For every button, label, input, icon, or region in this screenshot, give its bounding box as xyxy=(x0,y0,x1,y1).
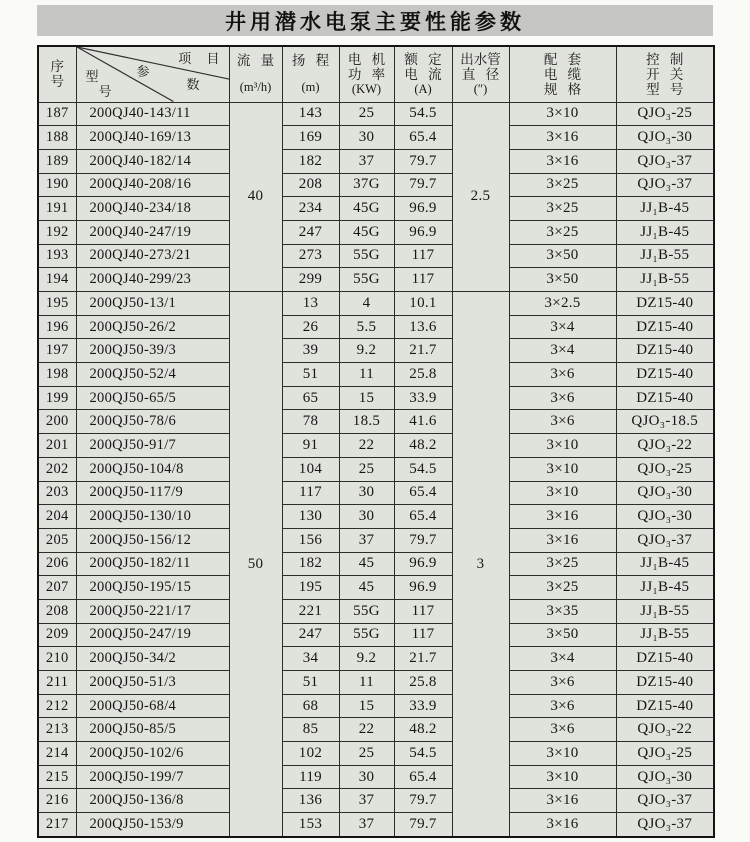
cell-rated-current: 79.7 xyxy=(394,149,452,173)
cell-control-switch: QJO₃-37 xyxy=(616,528,714,552)
header-switch xyxy=(616,46,714,102)
header-outlet xyxy=(452,46,509,102)
cell-cable-spec: 3×16 xyxy=(509,813,616,837)
cell-motor-power: 22 xyxy=(339,718,394,742)
cell-model: 200QJ50-199/7 xyxy=(76,765,229,789)
cell-rated-current: 79.7 xyxy=(394,528,452,552)
header-flow-unit: (m³/h) xyxy=(239,80,272,95)
cell-motor-power: 25 xyxy=(339,102,394,126)
cell-head: 65 xyxy=(282,386,339,410)
table-row xyxy=(38,528,714,552)
cell-serial-no: 193 xyxy=(38,244,76,268)
cell-head: 51 xyxy=(282,671,339,695)
cell-motor-power: 11 xyxy=(339,363,394,387)
cell-model: 200QJ50-153/9 xyxy=(76,813,229,837)
cell-model: 200QJ40-182/14 xyxy=(76,149,229,173)
header-model-char2: 号 xyxy=(98,84,112,99)
cell-control-switch: QJO₃-25 xyxy=(616,742,714,766)
cell-serial-no: 211 xyxy=(38,671,76,695)
cell-motor-power: 30 xyxy=(339,126,394,150)
cell-head: 208 xyxy=(282,173,339,197)
cell-motor-power: 22 xyxy=(339,434,394,458)
cell-serial-no: 216 xyxy=(38,789,76,813)
cell-rated-current: 48.2 xyxy=(394,434,452,458)
header-current xyxy=(394,46,452,102)
cell-serial-no: 215 xyxy=(38,765,76,789)
cell-control-switch: QJO₃-37 xyxy=(616,149,714,173)
table-row xyxy=(38,552,714,576)
header-item-label: 项 目 xyxy=(178,51,220,66)
cell-model: 200QJ50-136/8 xyxy=(76,789,229,813)
cell-serial-no: 208 xyxy=(38,599,76,623)
cell-control-switch: QJO₃-37 xyxy=(616,789,714,813)
cell-motor-power: 11 xyxy=(339,671,394,695)
cell-cable-spec: 3×10 xyxy=(509,481,616,505)
cell-model: 200QJ50-104/8 xyxy=(76,457,229,481)
header-power xyxy=(339,46,394,102)
cell-head: 26 xyxy=(282,315,339,339)
cell-control-switch: QJO₃-37 xyxy=(616,813,714,837)
performance-table xyxy=(37,45,715,838)
cell-motor-power: 45 xyxy=(339,576,394,600)
cell-rated-current: 54.5 xyxy=(394,742,452,766)
cell-motor-power: 37 xyxy=(339,789,394,813)
cell-motor-power: 15 xyxy=(339,694,394,718)
cell-head: 34 xyxy=(282,647,339,671)
cell-model: 200QJ50-39/3 xyxy=(76,339,229,363)
cell-rated-current: 117 xyxy=(394,268,452,292)
cell-cable-spec: 3×16 xyxy=(509,126,616,150)
cell-head: 130 xyxy=(282,505,339,529)
table-row xyxy=(38,173,714,197)
cell-head: 91 xyxy=(282,434,339,458)
cell-control-switch: QJO₃-37 xyxy=(616,173,714,197)
cell-motor-power: 4 xyxy=(339,292,394,316)
table-row xyxy=(38,220,714,244)
table-row xyxy=(38,149,714,173)
cell-control-switch: JJ₁B-55 xyxy=(616,599,714,623)
header-outlet-line1: 出水管 xyxy=(460,51,501,67)
cell-serial-no: 198 xyxy=(38,363,76,387)
cell-cable-spec: 3×6 xyxy=(509,410,616,434)
cell-cable-spec: 3×10 xyxy=(509,742,616,766)
cell-rated-current: 25.8 xyxy=(394,671,452,695)
header-current-unit: (A) xyxy=(414,81,432,96)
cell-motor-power: 37 xyxy=(339,813,394,837)
cell-head: 104 xyxy=(282,457,339,481)
table-row xyxy=(38,576,714,600)
header-current-line1: 额 定 xyxy=(404,51,442,67)
header-param-char1: 参 xyxy=(136,64,150,79)
cell-model: 200QJ50-156/12 xyxy=(76,528,229,552)
header-head-label: 扬 程 xyxy=(291,53,330,69)
cell-control-switch: DZ15-40 xyxy=(616,647,714,671)
cell-outlet-diameter-merged: 2.5 xyxy=(452,102,509,292)
cell-control-switch: JJ₁B-45 xyxy=(616,576,714,600)
cell-serial-no: 202 xyxy=(38,457,76,481)
cell-model: 200QJ50-247/19 xyxy=(76,623,229,647)
header-outlet-unit: (″) xyxy=(473,81,488,96)
cell-rated-current: 54.5 xyxy=(394,102,452,126)
cell-head: 39 xyxy=(282,339,339,363)
header-serial-line1: 序 xyxy=(50,59,64,75)
cell-head: 119 xyxy=(282,765,339,789)
cell-cable-spec: 3×4 xyxy=(509,315,616,339)
cell-motor-power: 55G xyxy=(339,599,394,623)
cell-model: 200QJ50-221/17 xyxy=(76,599,229,623)
cell-control-switch: DZ15-40 xyxy=(616,363,714,387)
header-head-unit: (m) xyxy=(301,80,320,95)
cell-motor-power: 45 xyxy=(339,552,394,576)
cell-head: 247 xyxy=(282,220,339,244)
cell-control-switch: DZ15-40 xyxy=(616,339,714,363)
cell-control-switch: QJO₃-30 xyxy=(616,481,714,505)
cell-motor-power: 9.2 xyxy=(339,339,394,363)
cell-motor-power: 5.5 xyxy=(339,315,394,339)
cell-serial-no: 200 xyxy=(38,410,76,434)
cell-motor-power: 37 xyxy=(339,528,394,552)
cell-control-switch: QJO₃-22 xyxy=(616,718,714,742)
cell-flow-merged: 40 xyxy=(229,102,282,292)
cell-flow-merged: 50 xyxy=(229,292,282,838)
header-param-char2: 数 xyxy=(186,77,200,92)
cell-rated-current: 65.4 xyxy=(394,481,452,505)
cell-rated-current: 41.6 xyxy=(394,410,452,434)
cell-rated-current: 33.9 xyxy=(394,694,452,718)
cell-serial-no: 194 xyxy=(38,268,76,292)
cell-head: 85 xyxy=(282,718,339,742)
cell-cable-spec: 3×25 xyxy=(509,173,616,197)
cell-head: 299 xyxy=(282,268,339,292)
cell-motor-power: 55G xyxy=(339,268,394,292)
cell-model: 200QJ50-26/2 xyxy=(76,315,229,339)
table-row xyxy=(38,694,714,718)
cell-motor-power: 18.5 xyxy=(339,410,394,434)
header-diagonal-model xyxy=(76,46,229,102)
cell-cable-spec: 3×4 xyxy=(509,647,616,671)
header-switch-line3: 型 号 xyxy=(646,81,684,97)
cell-control-switch: JJ₁B-55 xyxy=(616,244,714,268)
cell-head: 195 xyxy=(282,576,339,600)
cell-rated-current: 79.7 xyxy=(394,813,452,837)
cell-rated-current: 79.7 xyxy=(394,173,452,197)
cell-cable-spec: 3×25 xyxy=(509,220,616,244)
cell-serial-no: 190 xyxy=(38,173,76,197)
cell-serial-no: 213 xyxy=(38,718,76,742)
cell-cable-spec: 3×50 xyxy=(509,244,616,268)
cell-model: 200QJ40-299/23 xyxy=(76,268,229,292)
page-title: 井用潜水电泵主要性能参数 xyxy=(225,10,525,34)
cell-model: 200QJ50-130/10 xyxy=(76,505,229,529)
table-row xyxy=(38,599,714,623)
cell-cable-spec: 3×10 xyxy=(509,765,616,789)
cell-motor-power: 9.2 xyxy=(339,647,394,671)
cell-head: 169 xyxy=(282,126,339,150)
cell-cable-spec: 3×25 xyxy=(509,197,616,221)
cell-serial-no: 214 xyxy=(38,742,76,766)
cell-rated-current: 21.7 xyxy=(394,339,452,363)
table-row xyxy=(38,623,714,647)
cell-cable-spec: 3×4 xyxy=(509,339,616,363)
table-row xyxy=(38,505,714,529)
cell-cable-spec: 3×6 xyxy=(509,386,616,410)
header-power-line1: 电 机 xyxy=(347,51,386,67)
table-row xyxy=(38,647,714,671)
cell-head: 78 xyxy=(282,410,339,434)
cell-serial-no: 199 xyxy=(38,386,76,410)
table-header-row xyxy=(38,46,714,102)
header-switch-line2: 开 关 xyxy=(646,66,684,82)
header-serial-line2: 号 xyxy=(50,74,64,90)
header-flow-label: 流 量 xyxy=(236,53,275,69)
cell-rated-current: 54.5 xyxy=(394,457,452,481)
cell-model: 200QJ50-34/2 xyxy=(76,647,229,671)
table-row xyxy=(38,410,714,434)
cell-head: 13 xyxy=(282,292,339,316)
cell-cable-spec: 3×2.5 xyxy=(509,292,616,316)
cell-rated-current: 25.8 xyxy=(394,363,452,387)
table-row xyxy=(38,244,714,268)
cell-control-switch: QJO₃-22 xyxy=(616,434,714,458)
cell-cable-spec: 3×6 xyxy=(509,363,616,387)
table-row xyxy=(38,671,714,695)
cell-motor-power: 55G xyxy=(339,244,394,268)
cell-head: 143 xyxy=(282,102,339,126)
cell-serial-no: 205 xyxy=(38,528,76,552)
table-row xyxy=(38,102,714,126)
header-power-unit: (KW) xyxy=(351,81,382,96)
cell-serial-no: 187 xyxy=(38,102,76,126)
header-current-line2: 电 流 xyxy=(404,66,442,82)
cell-head: 102 xyxy=(282,742,339,766)
cell-motor-power: 55G xyxy=(339,623,394,647)
cell-model: 200QJ40-169/13 xyxy=(76,126,229,150)
header-outlet-line2: 直 径 xyxy=(461,66,500,82)
cell-model: 200QJ50-51/3 xyxy=(76,671,229,695)
header-cable-line1: 配 套 xyxy=(543,51,582,67)
cell-cable-spec: 3×10 xyxy=(509,434,616,458)
cell-model: 200QJ50-52/4 xyxy=(76,363,229,387)
cell-motor-power: 30 xyxy=(339,765,394,789)
cell-model: 200QJ40-143/11 xyxy=(76,102,229,126)
cell-serial-no: 209 xyxy=(38,623,76,647)
header-power-line2: 功 率 xyxy=(347,66,386,82)
cell-rated-current: 21.7 xyxy=(394,647,452,671)
cell-control-switch: JJ₁B-45 xyxy=(616,197,714,221)
cell-motor-power: 25 xyxy=(339,742,394,766)
cell-head: 234 xyxy=(282,197,339,221)
cell-head: 117 xyxy=(282,481,339,505)
cell-control-switch: DZ15-40 xyxy=(616,292,714,316)
cell-serial-no: 204 xyxy=(38,505,76,529)
cell-serial-no: 217 xyxy=(38,813,76,837)
cell-rated-current: 117 xyxy=(394,599,452,623)
cell-cable-spec: 3×25 xyxy=(509,576,616,600)
cell-motor-power: 45G xyxy=(339,220,394,244)
cell-motor-power: 30 xyxy=(339,505,394,529)
cell-rated-current: 117 xyxy=(394,623,452,647)
cell-motor-power: 30 xyxy=(339,481,394,505)
table-row xyxy=(38,481,714,505)
cell-cable-spec: 3×10 xyxy=(509,102,616,126)
cell-cable-spec: 3×6 xyxy=(509,671,616,695)
table-row xyxy=(38,197,714,221)
cell-model: 200QJ50-68/4 xyxy=(76,694,229,718)
cell-cable-spec: 3×16 xyxy=(509,789,616,813)
table-row xyxy=(38,813,714,837)
cell-control-switch: DZ15-40 xyxy=(616,694,714,718)
table-row xyxy=(38,315,714,339)
cell-control-switch: QJO₃-30 xyxy=(616,765,714,789)
table-row xyxy=(38,742,714,766)
title-banner xyxy=(37,5,713,36)
header-cable-line3: 规 格 xyxy=(543,81,582,97)
cell-rated-current: 33.9 xyxy=(394,386,452,410)
cell-rated-current: 65.4 xyxy=(394,505,452,529)
cell-serial-no: 195 xyxy=(38,292,76,316)
cell-control-switch: JJ₁B-55 xyxy=(616,268,714,292)
cell-cable-spec: 3×35 xyxy=(509,599,616,623)
cell-rated-current: 96.9 xyxy=(394,576,452,600)
cell-control-switch: QJO₃-18.5 xyxy=(616,410,714,434)
cell-cable-spec: 3×25 xyxy=(509,552,616,576)
cell-rated-current: 96.9 xyxy=(394,220,452,244)
cell-serial-no: 210 xyxy=(38,647,76,671)
cell-rated-current: 13.6 xyxy=(394,315,452,339)
cell-model: 200QJ50-78/6 xyxy=(76,410,229,434)
cell-serial-no: 191 xyxy=(38,197,76,221)
table-row xyxy=(38,434,714,458)
table-row xyxy=(38,457,714,481)
cell-head: 273 xyxy=(282,244,339,268)
cell-model: 200QJ50-65/5 xyxy=(76,386,229,410)
table-row xyxy=(38,363,714,387)
header-switch-line1: 控 制 xyxy=(646,51,684,67)
cell-cable-spec: 3×6 xyxy=(509,694,616,718)
cell-rated-current: 65.4 xyxy=(394,765,452,789)
cell-head: 182 xyxy=(282,552,339,576)
table-row xyxy=(38,718,714,742)
cell-control-switch: QJO₃-25 xyxy=(616,457,714,481)
cell-rated-current: 48.2 xyxy=(394,718,452,742)
cell-model: 200QJ40-234/18 xyxy=(76,197,229,221)
cell-head: 68 xyxy=(282,694,339,718)
cell-control-switch: QJO₃-25 xyxy=(616,102,714,126)
cell-head: 247 xyxy=(282,623,339,647)
cell-rated-current: 96.9 xyxy=(394,552,452,576)
cell-serial-no: 192 xyxy=(38,220,76,244)
cell-control-switch: DZ15-40 xyxy=(616,671,714,695)
cell-cable-spec: 3×16 xyxy=(509,528,616,552)
table-row xyxy=(38,339,714,363)
cell-rated-current: 65.4 xyxy=(394,126,452,150)
cell-model: 200QJ50-13/1 xyxy=(76,292,229,316)
cell-cable-spec: 3×10 xyxy=(509,457,616,481)
cell-control-switch: JJ₁B-45 xyxy=(616,552,714,576)
cell-serial-no: 196 xyxy=(38,315,76,339)
cell-control-switch: DZ15-40 xyxy=(616,315,714,339)
cell-serial-no: 203 xyxy=(38,481,76,505)
table-row xyxy=(38,292,714,316)
cell-motor-power: 25 xyxy=(339,457,394,481)
table-row xyxy=(38,268,714,292)
table-row xyxy=(38,126,714,150)
cell-model: 200QJ50-91/7 xyxy=(76,434,229,458)
cell-control-switch: DZ15-40 xyxy=(616,386,714,410)
cell-outlet-diameter-merged: 3 xyxy=(452,292,509,838)
header-cable xyxy=(509,46,616,102)
cell-model: 200QJ50-182/11 xyxy=(76,552,229,576)
cell-head: 51 xyxy=(282,363,339,387)
cell-serial-no: 189 xyxy=(38,149,76,173)
header-model-char1: 型 xyxy=(85,69,99,84)
cell-serial-no: 201 xyxy=(38,434,76,458)
cell-serial-no: 197 xyxy=(38,339,76,363)
header-cable-line2: 电 缆 xyxy=(543,66,582,82)
cell-rated-current: 79.7 xyxy=(394,789,452,813)
cell-control-switch: QJO₃-30 xyxy=(616,505,714,529)
cell-control-switch: JJ₁B-45 xyxy=(616,220,714,244)
cell-serial-no: 206 xyxy=(38,552,76,576)
cell-motor-power: 37 xyxy=(339,149,394,173)
cell-cable-spec: 3×16 xyxy=(509,505,616,529)
cell-model: 200QJ50-117/9 xyxy=(76,481,229,505)
cell-rated-current: 10.1 xyxy=(394,292,452,316)
cell-cable-spec: 3×6 xyxy=(509,718,616,742)
cell-head: 156 xyxy=(282,528,339,552)
cell-rated-current: 96.9 xyxy=(394,197,452,221)
cell-model: 200QJ50-102/6 xyxy=(76,742,229,766)
cell-model: 200QJ50-195/15 xyxy=(76,576,229,600)
cell-head: 136 xyxy=(282,789,339,813)
cell-control-switch: QJO₃-30 xyxy=(616,126,714,150)
table-row xyxy=(38,386,714,410)
cell-cable-spec: 3×50 xyxy=(509,623,616,647)
table-body xyxy=(38,102,714,837)
header-head xyxy=(282,46,339,102)
cell-model: 200QJ40-208/16 xyxy=(76,173,229,197)
cell-cable-spec: 3×16 xyxy=(509,149,616,173)
header-serial xyxy=(38,46,76,102)
cell-serial-no: 207 xyxy=(38,576,76,600)
cell-model: 200QJ40-273/21 xyxy=(76,244,229,268)
cell-head: 182 xyxy=(282,149,339,173)
cell-model: 200QJ50-85/5 xyxy=(76,718,229,742)
cell-rated-current: 117 xyxy=(394,244,452,268)
cell-cable-spec: 3×50 xyxy=(509,268,616,292)
cell-motor-power: 15 xyxy=(339,386,394,410)
cell-control-switch: JJ₁B-55 xyxy=(616,623,714,647)
table-row xyxy=(38,765,714,789)
cell-head: 153 xyxy=(282,813,339,837)
cell-serial-no: 188 xyxy=(38,126,76,150)
cell-head: 221 xyxy=(282,599,339,623)
cell-motor-power: 37G xyxy=(339,173,394,197)
cell-serial-no: 212 xyxy=(38,694,76,718)
cell-model: 200QJ40-247/19 xyxy=(76,220,229,244)
cell-motor-power: 45G xyxy=(339,197,394,221)
table-row xyxy=(38,789,714,813)
header-flow xyxy=(229,46,282,102)
